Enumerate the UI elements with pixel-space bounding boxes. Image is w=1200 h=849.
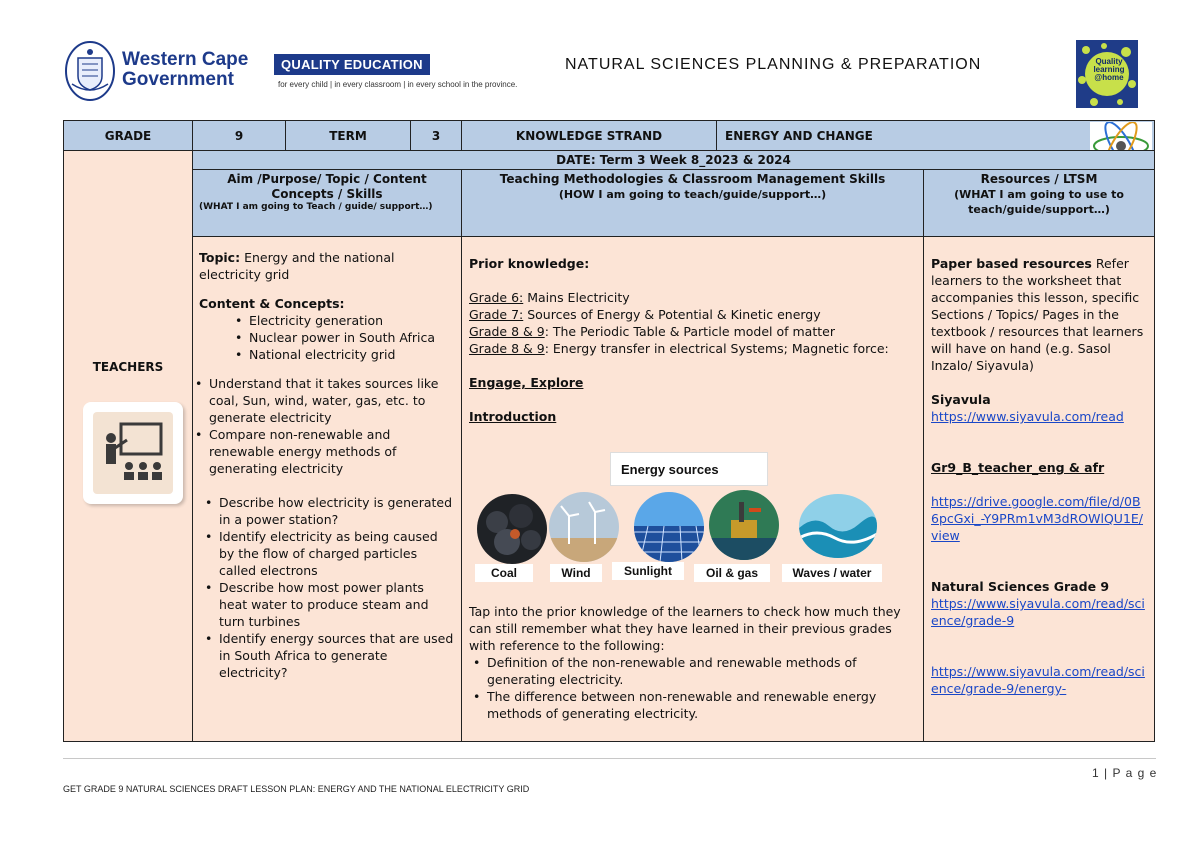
sunlight-image bbox=[634, 492, 704, 562]
coal-image bbox=[477, 494, 547, 564]
teacher-presentation-icon bbox=[93, 412, 173, 494]
org-name-line2: Government bbox=[122, 69, 234, 90]
natural-sciences-label: Natural Sciences Grade 9 bbox=[931, 579, 1110, 594]
paper-resources-label: Paper based resources bbox=[931, 256, 1092, 271]
skill-item: • Describe how electricity is generated in a power station? bbox=[219, 494, 455, 528]
prior-grade: Grade 6: bbox=[469, 290, 524, 305]
resources-column-header bbox=[923, 169, 1155, 237]
siyavula-label: Siyavula bbox=[931, 392, 991, 407]
prior-item bbox=[469, 340, 916, 357]
quality-education-badge: QUALITY EDUCATION bbox=[274, 54, 430, 75]
concept-item: • National electricity grid bbox=[249, 346, 455, 363]
method-content bbox=[461, 236, 924, 742]
prior-item bbox=[469, 289, 916, 306]
paper-resources-text: Refer learners to the worksheet that accompanies this lesson, specific Sections / Topics/ Pages in the textbook / resources that learners will have on hand (e.g. Sasol Inzalo/ Siyavula) bbox=[931, 256, 1144, 373]
term-label: TERM bbox=[285, 120, 411, 151]
energy-source-caption: Coal bbox=[475, 564, 533, 582]
prior-grade: Grade 8 & 9 bbox=[469, 324, 545, 339]
prior-text: : Energy transfer in electrical Systems; Magnetic force: bbox=[544, 341, 889, 356]
prior-grade: Grade 7: bbox=[469, 307, 524, 322]
resources-content bbox=[923, 236, 1155, 742]
siyavula-link[interactable]: https://www.siyavula.com/read bbox=[931, 409, 1124, 424]
method-column-subtitle: (HOW I am going to teach/guide/support…) bbox=[558, 188, 827, 201]
prior-item bbox=[469, 323, 916, 340]
energy-source-caption: Waves / water bbox=[782, 564, 882, 582]
google-drive-link[interactable]: https://drive.google.com/file/d/0B6pcGxi_-Y9PRm1vM3dROWlQU1E/view bbox=[931, 494, 1144, 543]
skill-item: • Understand that it takes sources like coal, Sun, wind, water, gas, etc. to generate electricity bbox=[209, 375, 455, 426]
resources-column-title: Resources / LTSM bbox=[980, 172, 1098, 186]
org-name bbox=[122, 50, 248, 90]
org-name-line1: Western Cape bbox=[122, 49, 249, 70]
prior-text: Sources of Energy & Potential & Kinetic energy bbox=[523, 307, 821, 322]
energy-source-caption: Oil & gas bbox=[694, 564, 770, 582]
quality-education-tagline: for every child | in every classroom | in every school in the province. bbox=[278, 80, 518, 89]
siyavula-grade9-link[interactable]: https://www.siyavula.com/read/science/grade-9 bbox=[931, 596, 1145, 628]
concept-item: • Electricity generation bbox=[249, 312, 455, 329]
resources-column-subtitle: (WHAT I am going to use to teach/guide/support…) bbox=[954, 188, 1124, 216]
topic-text: Energy and the national electricity grid bbox=[199, 250, 395, 282]
concept-item: • Nuclear power in South Africa bbox=[249, 329, 455, 346]
method-column-title: Teaching Methodologies & Classroom Management Skills bbox=[499, 172, 886, 186]
waves-image bbox=[799, 494, 877, 558]
coat-of-arms-icon bbox=[64, 40, 116, 102]
aim-column-subtitle: (WHAT I am going to Teach / guide/ support…) bbox=[199, 202, 433, 212]
tap-into-section bbox=[469, 603, 919, 722]
prior-text: Mains Electricity bbox=[523, 290, 630, 305]
concepts-label: Content & Concepts: bbox=[199, 296, 345, 311]
date-line: DATE: Term 3 Week 8_2023 & 2024 bbox=[192, 150, 1155, 170]
skill-item: • Describe how most power plants heat water to produce steam and turn turbines bbox=[219, 579, 455, 630]
term-value: 3 bbox=[410, 120, 462, 151]
lesson-plan-table bbox=[63, 120, 1155, 742]
prior-text: : The Periodic Table & Particle model of matter bbox=[544, 324, 835, 339]
page-number-value: 1 bbox=[1092, 766, 1100, 780]
engage-explore-heading: Engage, Explore bbox=[469, 375, 584, 390]
document-title: NATURAL SCIENCES PLANNING & PREPARATION bbox=[565, 56, 982, 73]
siyavula-energy-link[interactable]: https://www.siyavula.com/read/science/grade-9/energy- bbox=[931, 664, 1145, 696]
tap-item: • The difference between non-renewable and renewable energy methods of generating electricity. bbox=[487, 688, 919, 722]
page-label: | P a g e bbox=[1104, 766, 1158, 780]
tap-into-text: Tap into the prior knowledge of the learners to check how much they can still remember what they have learned in their previous grades with reference to the following: bbox=[469, 604, 901, 653]
method-column-header bbox=[461, 169, 924, 237]
oil-gas-image bbox=[709, 490, 779, 560]
wind-image bbox=[549, 492, 619, 562]
knowledge-strand-label: KNOWLEDGE STRAND bbox=[461, 120, 717, 151]
aim-column-title: Aim /Purpose/ Topic / Content Concepts / Skills bbox=[227, 172, 427, 201]
gr9-teacher-label: Gr9_B_teacher_eng & afr bbox=[931, 460, 1105, 475]
knowledge-strand-value: ENERGY AND CHANGE bbox=[716, 120, 1155, 151]
skill-item: • Identify electricity as being caused by the flow of charged particles called electrons bbox=[219, 528, 455, 579]
aim-column-header bbox=[192, 169, 462, 237]
prior-item bbox=[469, 306, 916, 323]
footer-text: GET GRADE 9 NATURAL SCIENCES DRAFT LESSON PLAN: ENERGY AND THE NATIONAL ELECTRICITY GRID bbox=[63, 784, 530, 794]
energy-sources-figure bbox=[462, 452, 922, 582]
energy-source-caption: Sunlight bbox=[612, 562, 684, 580]
energy-sources-title: Energy sources bbox=[610, 452, 768, 486]
page-header bbox=[0, 0, 1200, 115]
quality-learning-text: Quality learning @home bbox=[1093, 57, 1125, 82]
footer-divider bbox=[63, 758, 1156, 759]
skill-item: • Identify energy sources that are used in South Africa to generate electricity? bbox=[219, 630, 455, 681]
skill-item: • Compare non-renewable and renewable energy methods of generating electricity bbox=[209, 426, 455, 477]
page-number bbox=[1092, 766, 1157, 780]
teachers-label: TEACHERS bbox=[92, 360, 164, 374]
paper-resources bbox=[931, 255, 1147, 374]
prior-grade: Grade 8 & 9 bbox=[469, 341, 545, 356]
introduction-heading: Introduction bbox=[469, 409, 557, 424]
topic-label: Topic: bbox=[199, 250, 241, 265]
grade-value: 9 bbox=[192, 120, 286, 151]
energy-source-caption: Wind bbox=[550, 564, 602, 582]
prior-knowledge-label: Prior knowledge: bbox=[469, 256, 590, 271]
grade-label: GRADE bbox=[63, 120, 193, 151]
teacher-card bbox=[83, 402, 183, 504]
topic-line bbox=[199, 249, 455, 283]
tap-item: • Definition of the non-renewable and renewable methods of generating electricity. bbox=[487, 654, 919, 688]
aim-content bbox=[192, 236, 462, 742]
